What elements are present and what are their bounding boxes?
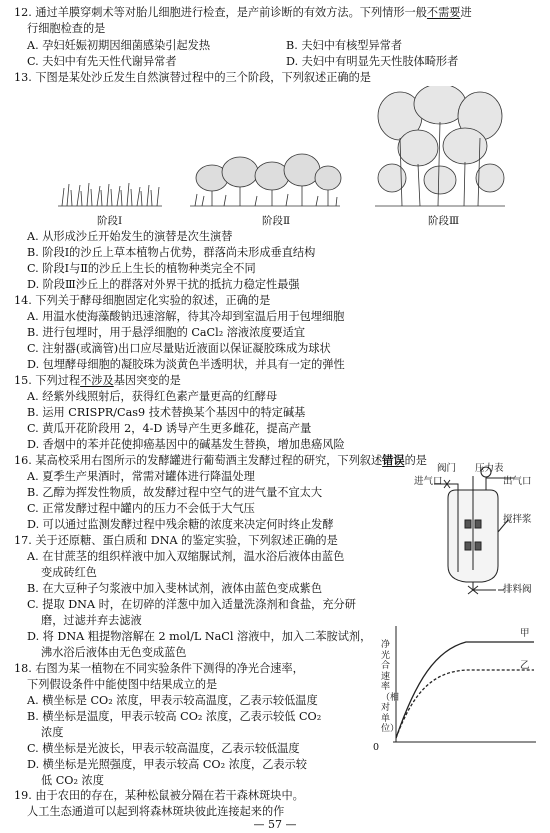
q18-stem-line2: 下列假设条件中能使图中结果成立的是 <box>27 678 218 691</box>
q14-option-a: A. 用温水使海藻酸钠迅速溶解，待其冷却到室温后用于包埋细胞 <box>27 310 345 323</box>
fermenter-stirrer-label: 搅拌浆 <box>503 514 532 525</box>
page-number: — 57 — <box>253 818 297 831</box>
q17-option-b: B. 在大豆种子匀浆液中加入斐林试剂，液体由蓝色变成紫色 <box>27 582 323 595</box>
q12-option-d: D. 夫妇中有明显先天性肢体畸形者 <box>286 55 459 68</box>
graph-yi-label: 乙 <box>520 660 530 671</box>
q17-option-a-line1: A. 在甘蔗茎的组织样液中加入双缩脲试剂，温水浴后液体由蓝色 <box>27 550 345 563</box>
q18-option-b-line2: 浓度 <box>41 726 64 739</box>
q17-option-d-line2: 沸水浴后液体由无色变成蓝色 <box>41 646 187 659</box>
q12-stem-line1 <box>14 5 472 21</box>
q12-option-b: B. 夫妇中有核型异常者 <box>286 39 403 52</box>
q13-stem: 13. 下图是某处沙丘发生自然演替过程中的三个阶段，下列叙述正确的是 <box>14 71 371 84</box>
stage3-label: 阶段Ⅲ <box>428 215 460 227</box>
curve-jia <box>396 642 534 738</box>
q12-stem-pre: 12. 通过羊膜穿刺术等对胎儿细胞进行检查，是产前诊断的有效方法。下列情形一般 <box>14 6 427 19</box>
q16-stem <box>14 453 427 469</box>
q14-option-d: D. 包埋酵母细胞的凝胶珠为淡黄色半透明状，并具有一定的弹性 <box>27 358 345 371</box>
fermenter-drain-label: 排料阀 <box>503 584 532 595</box>
q17-option-c-line2: 磨，过滤并弃去滤液 <box>41 614 142 627</box>
graph-ylabel: 净光合速率（相对单位） <box>381 640 400 734</box>
q13-option-d: D. 阶段Ⅲ沙丘上的群落对外界干扰的抵抗力稳定性最强 <box>27 278 300 291</box>
curve-yi <box>396 670 534 738</box>
q16-emphasis: 错误 <box>382 453 405 467</box>
fermenter-outlet-label: 出气口 <box>503 476 532 487</box>
q15-stem <box>14 373 181 389</box>
q19-stem-line2: 人工生态通道可以起到将森林斑块彼此连接起来的作 <box>27 805 285 818</box>
stage2-shrub-illustration <box>190 154 341 206</box>
q15-option-d: D. 香烟中的苯并芘使抑癌基因中的碱基发生替换，增加患癌风险 <box>27 438 345 451</box>
stage2-label: 阶段Ⅱ <box>262 215 291 227</box>
stage1-label: 阶段Ⅰ <box>97 215 123 227</box>
q15-option-b: B. 运用 CRISPR/Cas9 技术替换某个基因中的特定碱基 <box>27 406 306 419</box>
stage1-grass-illustration <box>58 183 162 206</box>
q18-option-d-line2: 低 CO₂ 浓度 <box>41 774 104 787</box>
q19-stem-line1: 19. 由于农田的存在，某种松鼠被分隔在若干森林斑块中。 <box>14 789 304 802</box>
q18-option-d-line1: D. 横坐标是光照强度，甲表示较高 CO₂ 浓度，乙表示较 <box>27 758 307 771</box>
q14-option-c: C. 注射器(或滴管)出口应尽量贴近液面以保证凝胶珠成为球状 <box>27 342 331 355</box>
q13-option-a: A. 从形成沙丘开始发生的演替是次生演替 <box>27 230 233 243</box>
q17-option-a-line2: 变成砖红色 <box>41 566 97 579</box>
q15-option-a: A. 经紫外线照射后，获得红色素产量更高的红酵母 <box>27 390 278 403</box>
graph-jia-label: 甲 <box>520 628 530 639</box>
q18-option-b-line1: B. 横坐标是温度，甲表示较高 CO₂ 浓度，乙表示较低 CO₂ <box>27 710 322 723</box>
q18-stem-line1: 18. 右图为某一植物在不同实验条件下测得的净光合速率， <box>14 662 304 675</box>
fermenter-pressure-label: 压力表 <box>475 463 504 474</box>
q13-option-b: B. 阶段Ⅰ的沙丘上草本植物占优势，群落尚未形成垂直结构 <box>27 246 316 259</box>
fermenter-valve-label: 阀门 <box>437 463 457 474</box>
q14-stem: 14. 下列关于酵母细胞固定化实验的叙述，正确的是 <box>14 294 271 307</box>
q16-option-d: D. 可以通过监测发酵过程中残余糖的浓度来决定何时终止发酵 <box>27 518 334 531</box>
q16-stem-post: 的是 <box>404 454 427 467</box>
photosynthesis-graph <box>376 620 542 752</box>
q12-stem-post: 进 <box>460 6 472 19</box>
q17-option-d-line1: D. 将 DNA 粗提物溶解在 2 mol/L NaCl 溶液中，加入二苯胺试剂， <box>27 630 372 643</box>
succession-figure <box>40 86 510 216</box>
q12-option-a: A. 孕妇妊娠初期因细菌感染引起发热 <box>27 39 211 52</box>
graph-origin-label: 0 <box>373 742 380 753</box>
q17-stem: 17. 关于还原糖、蛋白质和 DNA 的鉴定实验，下列叙述正确的是 <box>14 534 338 547</box>
q16-option-b: B. 乙醇为挥发性物质，故发酵过程中空气的进气量不宜太大 <box>27 486 323 499</box>
q12-emphasis: 不需要 <box>426 6 461 19</box>
q15-option-c: C. 黄瓜开花阶段用 2，4-D 诱导产生更多雌花，提高产量 <box>27 422 312 435</box>
q18-option-a: A. 横坐标是 CO₂ 浓度，甲表示较高温度，乙表示较低温度 <box>27 694 318 707</box>
q12-option-c: C. 夫妇中有先天性代谢异常者 <box>27 55 177 68</box>
q13-option-c: C. 阶段Ⅰ与Ⅱ的沙丘上生长的植物种类完全不同 <box>27 262 256 275</box>
q15-stem-post: 基因突变的是 <box>113 374 181 387</box>
q15-emphasis: 不涉及 <box>80 374 114 387</box>
q16-stem-pre: 16. 某高校采用右图所示的发酵罐进行葡萄酒主发酵过程的研究，下列叙述 <box>14 454 383 467</box>
q12-stem-line2: 行细胞检查的是 <box>27 22 106 35</box>
fermenter-inlet-label: 进气口 <box>414 476 443 487</box>
q14-option-b: B. 进行包埋时，用于悬浮细胞的 CaCl₂ 溶液浓度要适宜 <box>27 326 306 339</box>
stage3-forest-illustration <box>375 86 505 206</box>
q17-option-c-line1: C. 提取 DNA 时，在切碎的洋葱中加入适量洗涤剂和食盐，充分研 <box>27 598 356 611</box>
q15-stem-pre: 15. 下列过程 <box>14 374 81 387</box>
q18-option-c: C. 横坐标是光波长，甲表示较高温度，乙表示较低温度 <box>27 742 300 755</box>
q16-option-c: C. 正常发酵过程中罐内的压力不会低于大气压 <box>27 502 255 515</box>
q16-option-a: A. 夏季生产果酒时，常需对罐体进行降温处理 <box>27 470 255 483</box>
